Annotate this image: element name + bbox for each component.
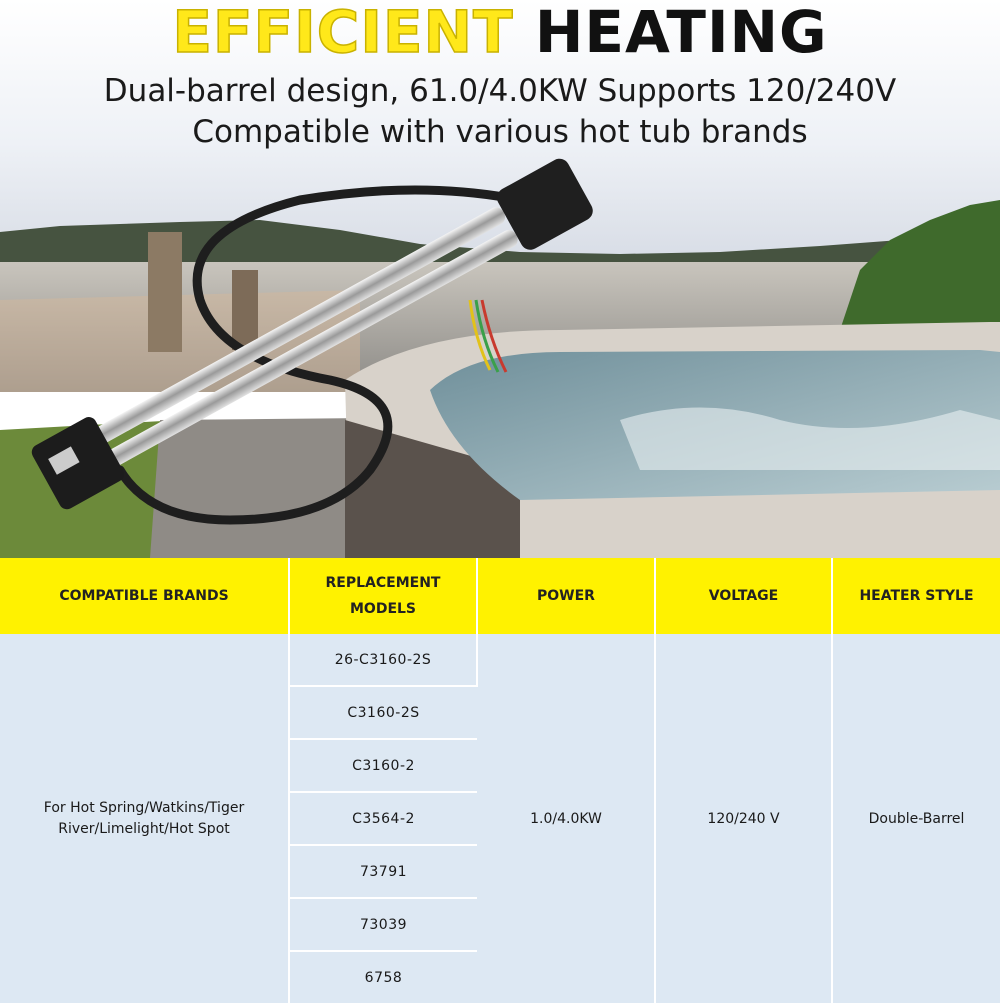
header-heater-style: HEATER STYLE <box>832 558 1000 634</box>
power-cell: 1.0/4.0KW <box>477 634 655 1003</box>
headline-efficient: EFFICIENT <box>172 0 514 66</box>
model-cell: 26-C3160-2S <box>289 634 477 686</box>
voltage-cell: 120/240 V <box>655 634 832 1003</box>
table-header-row <box>0 558 1000 634</box>
header-models-line1: REPLACEMENT <box>325 575 441 591</box>
model-cell: 6758 <box>289 951 477 1003</box>
subheadline-spec: Dual-barrel design, 61.0/4.0KW Supports 120/240V <box>103 73 897 109</box>
table-row <box>0 634 1000 686</box>
model-cell: 73791 <box>289 845 477 898</box>
subheadline-compatibility: Compatible with various hot tub brands <box>192 114 808 150</box>
model-cell: 73039 <box>289 898 477 951</box>
model-cell: C3160-2S <box>289 686 477 739</box>
header-power: POWER <box>477 558 655 634</box>
headline <box>0 0 1000 64</box>
header-compatible-brands: COMPATIBLE BRANDS <box>0 558 289 634</box>
brands-line1: For Hot Spring/Watkins/Tiger <box>43 799 245 816</box>
header-models-line2: MODELS <box>349 601 417 617</box>
compatible-brands-cell <box>0 634 289 1003</box>
header-voltage: VOLTAGE <box>655 558 832 634</box>
brands-line2: River/Limelight/Hot Spot <box>58 820 230 837</box>
spec-table <box>0 558 1000 1003</box>
model-cell: C3160-2 <box>289 739 477 792</box>
post-left <box>148 232 182 352</box>
heater-style-cell: Double-Barrel <box>832 634 1000 1003</box>
model-cell: C3564-2 <box>289 792 477 845</box>
header-replacement-models <box>289 558 477 634</box>
headline-heating: HEATING <box>534 0 828 66</box>
post-mid <box>232 270 258 350</box>
deck <box>150 418 370 558</box>
